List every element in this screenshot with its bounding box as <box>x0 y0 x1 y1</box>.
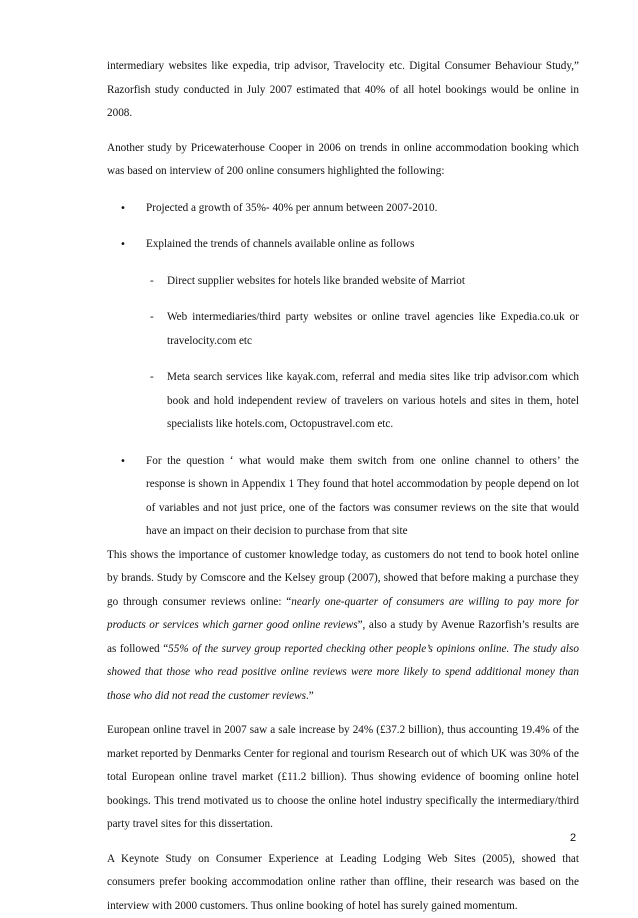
bullet-mark: • <box>120 233 126 257</box>
bullet-text: Explained the trends of channels available online as follows <box>146 238 414 250</box>
quote-comscore: nearly one-quarter of consumers are willing to pay more for products or services which garner good online reviews <box>107 596 579 632</box>
paragraph-keynote-study: A Keynote Study on Consumer Experience at Leading Lodging Web Sites (2005), showed that consumers prefer booking accommodation online rather than offline, their research was based on the interview with 2000 customers. Thus online booking of hotel has surely gained momentum. <box>107 848 579 918</box>
document-page <box>107 55 579 918</box>
dash-item-meta-search <box>107 366 579 437</box>
paragraph-continuation: intermediary websites like expedia, trip advisor, Travelocity etc. Digital Consumer Behaviour Study,” Razorfish study conducted in July 2007 estimated that 40% of all hotel bookings would be online in 2008. <box>107 55 579 126</box>
paragraph-pwc-study: Another study by Pricewaterhouse Cooper in 2006 on trends in online accommodation booking which was based on interview of 200 online consumers highlighted the following: <box>107 137 579 184</box>
dash-mark: - <box>150 270 154 294</box>
paragraph-text: ”, also a study by Avenue Razorfish’s results are as followed “ <box>107 619 579 655</box>
paragraph-european-travel: European online travel in 2007 saw a sale increase by 24% (£37.2 billion), thus accounting 19.4% of the market reported by Denmarks Center for regional and tourism Research out of which UK was 30% of the total European online travel market (£11.2 billion). Thus showing evidence of booming online hotel bookings. This trend motivated us to choose the online hotel industry specifically the intermediary/third party travel sites for this dissertation. <box>107 719 579 837</box>
bullet-item-growth <box>107 197 579 221</box>
dash-mark: - <box>150 306 154 330</box>
bullet-mark: • <box>120 197 126 221</box>
paragraph-text: .” <box>306 690 314 702</box>
page-number: 2 <box>570 832 576 844</box>
dash-text: Meta search services like kayak.com, referral and media sites like trip advisor.com which book and hold independent review of travelers on various hotels and sites in them, hotel specialists like hotels.com, Octopustravel.com etc. <box>167 371 579 430</box>
dash-mark: - <box>150 366 154 390</box>
bullet-mark: • <box>120 450 126 474</box>
bullet-text: For the question ‘ what would make them switch from one online channel to others’ the response is shown in Appendix 1 They found that hotel accommodation by people depend on lot of variables and not just price, one of the factors was consumer reviews on the site that would have an impact on their decision to purchase from that site <box>146 455 579 538</box>
bullet-item-switch-question <box>107 450 579 544</box>
dash-text: Web intermediaries/third party websites or online travel agencies like Expedia.co.uk or travelocity.com etc <box>167 311 579 347</box>
bullet-item-channels <box>107 233 579 257</box>
bullet-text: Projected a growth of 35%- 40% per annum between 2007-2010. <box>146 202 437 214</box>
dash-text: Direct supplier websites for hotels like branded website of Marriot <box>167 275 465 287</box>
paragraph-text: This shows the importance of customer knowledge today, as customers do not tend to book hotel online by brands. Study by Comscore and the Kelsey group (2007), showed that before making a purchase they go through consumer reviews online: “ <box>107 549 579 608</box>
quote-razorfish: 55% of the survey group reported checking other people’s opinions online. The study also showed that those who read positive online reviews were more likely to spend additional money than those who did not read the customer reviews <box>107 643 579 702</box>
dash-item-direct-supplier <box>107 270 579 294</box>
paragraph-customer-knowledge <box>107 544 579 709</box>
dash-item-web-intermediaries <box>107 306 579 353</box>
